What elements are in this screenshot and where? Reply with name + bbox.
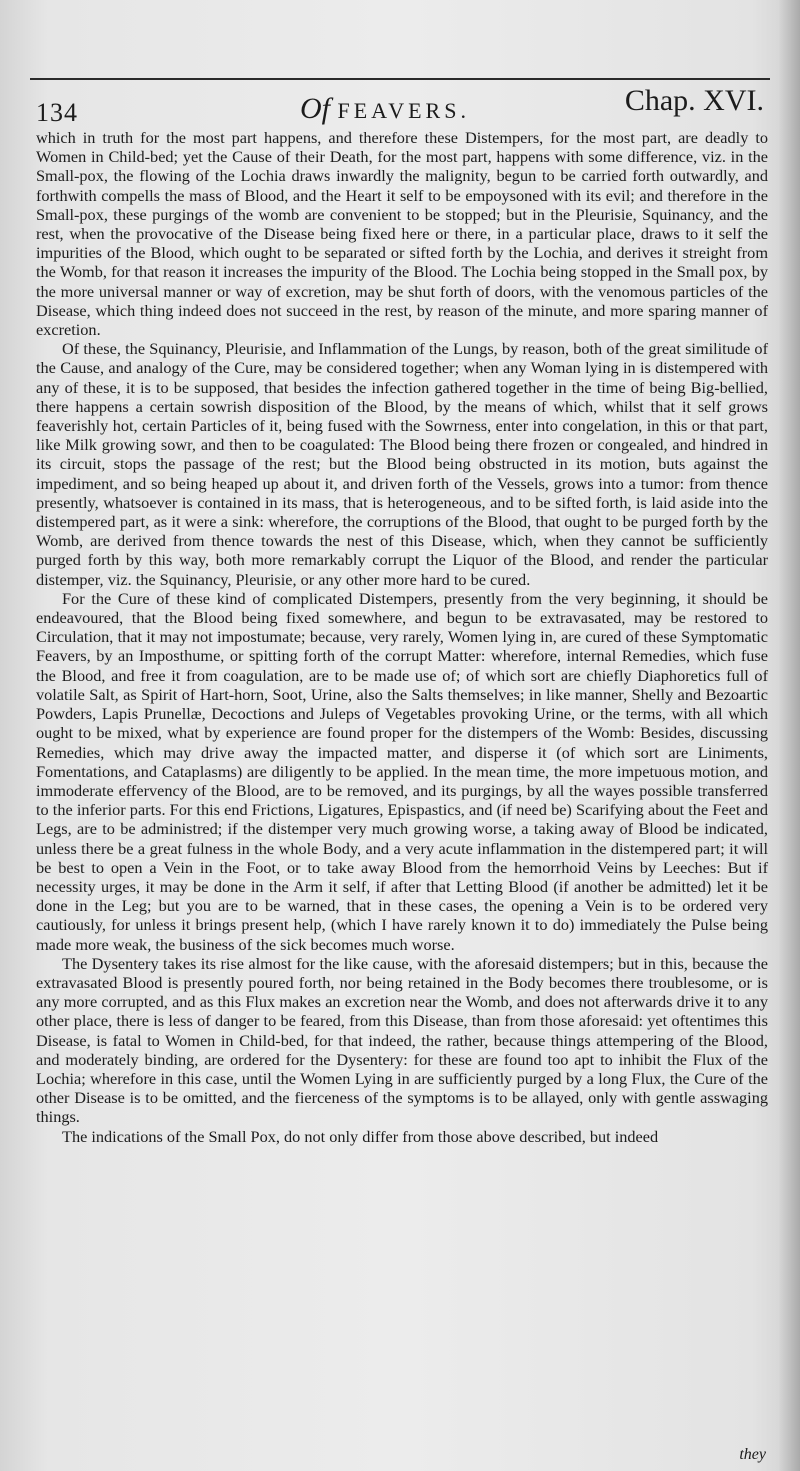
chapter-label: Chap. XVI. <box>624 84 764 117</box>
paragraph: The Dysentery takes its rise almost for the like cause, with the aforesaid distempers; but in this, because the extravasated Blood is presently poured forth, nor being retained in the Body becomes there troublesome, or is any more corrupted, and as this Flux makes an excretion near the Womb, and does not afterwards drive it to any other place, there is less of danger to be feared, from this Disease, than from those aforesaid: yet oftentimes this Disease, is fatal to Women in Child-bed, for that indeed, the rather, because things attempering of the Blood, and moderately binding, are ordered for the Dysentery: for these are found too apt to inhibit the Flux of the Lochia; wherefore in this case, until the Women Lying in are sufficiently purged by a long Flux, the Cure of the other Disease is to be omitted, and the fierceness of the symptoms is to be allayed, only with gentle asswaging things. <box>36 953 768 1127</box>
paragraph: For the Cure of these kind of complicated Distempers, presently from the very beginning, it should be endeavoured, that the Blood being fixed somewhere, and begun to be extravasated, may be restored to Circulation, that it may not impostumate; because, very rarely, Women lying in, are cured of these Symptomatic Feavers, by an Imposthume, or spitting forth of the corrupt Matter: wherefore, internal Remedies, which fuse the Blood, and free it from coagulation, are to be made use of; of which sort are chiefly Diaphoretics full of volatile Salt, as Spirit of Hart-horn, Soot, Urine, also the Salts themselves; in like manner, Shelly and Bezoartic Powders, Lapis Prunellæ, Decoctions and Juleps of Vegetables provoking Urine, or the terms, with all which ought to be mixed, what by experience are found proper for the distempers of the Womb: Besides, discussing Remedies, which may drive away the impacted matter, and disperse it (of which sort are Liniments, Fomentations, and Cataplasms) are diligently to be applied. In the mean time, the more impetuous motion, and immoderate effervency of the Blood, are to be removed, and its purgings, by all the wayes possible transferred to the inferior parts. For this end Frictions, Ligatures, Epispastics, and (if need be) Scarifying about the Feet and Legs, are to be administred; if the distemper very much growing worse, a taking away of Blood be indicated, unless there be a great fulness in the whole Body, and a very acute inflammation in the distempered part; it will be best to open a Vein in the Foot, or to take away Blood from the hemorrhoid Veins by Leeches: But if necessity urges, it may be done in the Arm it self, if after that Letting Blood (if another be admitted) let it be done in the Leg; but you are to be warned, that in these cases, the opening a Vein is to be ordered very cautiously, for unless it brings present help, (which I have rarely known it to do) immediately the Pulse being made more weak, the business of the sick becomes much worse. <box>36 588 768 954</box>
running-title <box>300 92 470 126</box>
catchword: they <box>739 1446 766 1463</box>
running-title-main: FEAVERS. <box>337 98 470 123</box>
page-number: 134 <box>36 98 78 127</box>
page-gutter-shadow <box>778 0 800 1471</box>
paragraph: which in truth for the most part happens, and therefore these Distempers, for the most part, are deadly to Women in Child-bed; yet the Cause of their Death, for the most part, happens with some difference, viz. in the Small-pox, the flowing of the Lochia draws inwardly the malignity, begun to be carried forth outwardly, and forthwith compells the mass of Blood, and the Heart it self to be empoysoned with its evil; and therefore in the Small-pox, these purgings of the womb are convenient to be stopped; but in the Pleurisie, Squinancy, and the rest, when the provocative of the Disease being fixed here or there, in a particular place, draws to it self the impurities of the Blood, which ought to be separated or sifted forth by the Lochia, and derives it streight from the Womb, for that reason it increases the impurity of the Blood. The Lochia being stopped in the Small pox, by the more universal manner or way of excretion, may be shut forth of doors, with the venomous particles of the Disease, which thing indeed does not succeed in the rest, by reason of the minute, and more sparing manner of excretion. <box>36 128 768 340</box>
paragraph: The indications of the Small Pox, do not only differ from those above described, but indeed <box>62 1126 659 1146</box>
running-header <box>30 80 770 126</box>
paragraph: Of these, the Squinancy, Pleurisie, and Inflammation of the Lungs, by reason, both of the great similitude of the Cause, and analogy of the Cure, may be considered together; when any Woman lying in is distempered with any of these, it is to be supposed, that besides the infection gathered together in the time of being Big-bellied, there happens a certain sowrish disposition of the Blood, by the means of which, whilst that it self grows feaverishly hot, certain Particles of it, being fused with the Sowrness, enter into congelation, in this or that part, like Milk growing sowr, and then to be coagulated: The Blood being there frozen or congealed, and hindred in its circuit, stops the passage of the rest; but the Blood being obstructed in its motion, buts against the impediment, and so being heaped up about it, and driven forth of the Vessels, grows into a tumor: from thence presently, whatsoever is contained in its mass, that is heterogeneous, and to be sifted forth, is laid aside into the distempered part, as it were a sink: wherefore, the corruptions of the Blood, that ought to be purged forth by the Womb, are derived from thence towards the nest of this Disease, which, when they cannot be sufficiently purged forth by this way, both more remarkably corrupt the Liquor of the Blood, and render the particular distemper, viz. the Squinancy, Pleurisie, or any other more hard to be cured. <box>36 339 768 589</box>
running-title-prefix: Of <box>300 92 330 125</box>
body-text <box>36 128 768 1146</box>
